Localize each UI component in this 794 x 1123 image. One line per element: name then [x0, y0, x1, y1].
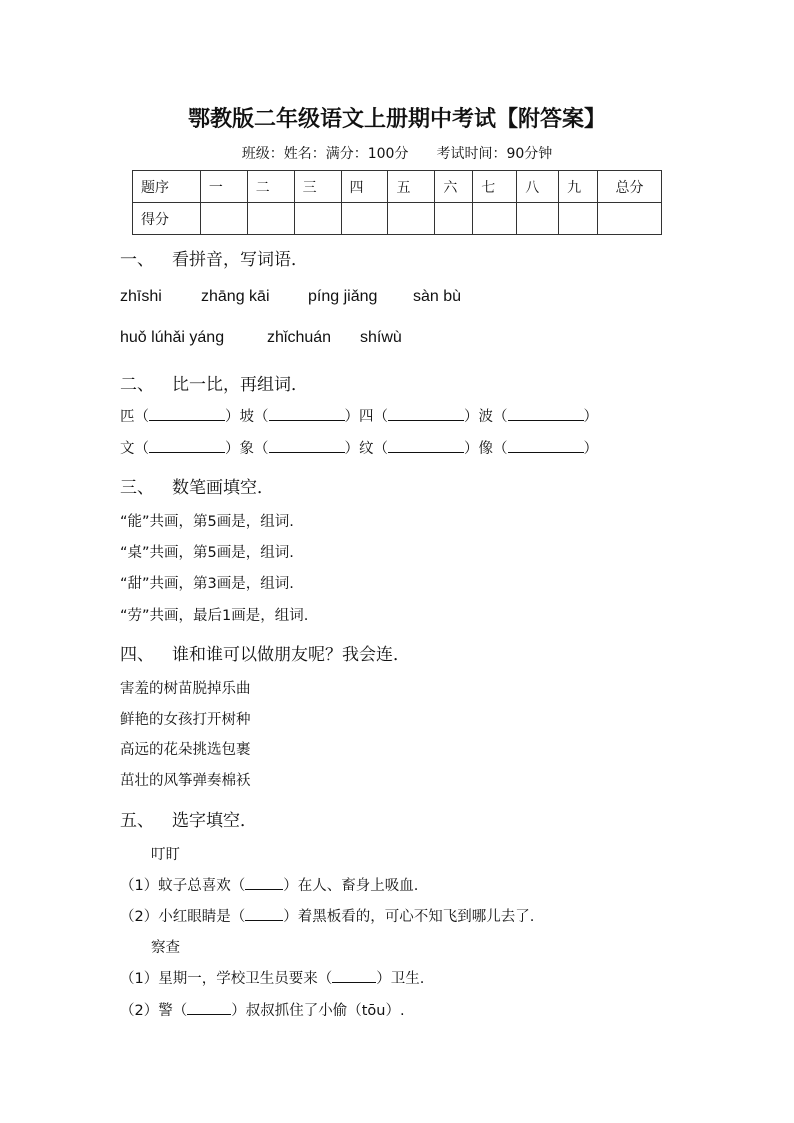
header-cell: 二 [247, 171, 294, 203]
score-cell [598, 203, 662, 235]
section-title: 看拼音，写词语． [172, 250, 308, 270]
question-text: ）叔叔抓住了小偷（tōu）. [231, 1003, 405, 1019]
pinyin-item: píng jiǎng [308, 288, 378, 305]
pinyin-item: zhāng kāi [201, 288, 270, 305]
stroke-question: “劳”共画，最后1画是，组词. [120, 608, 309, 624]
header-cell: 九 [559, 171, 598, 203]
score-cell [200, 203, 247, 235]
section-title: 数笔画填空． [172, 478, 274, 498]
section-5-heading [120, 806, 257, 831]
section-number: 四、 [120, 645, 154, 665]
stroke-question: “能”共画，第5画是，组词. [120, 514, 294, 530]
header-cell: 五 [388, 171, 435, 203]
section-4-heading [120, 640, 410, 665]
question-text: （1）蚊子总喜欢（ [120, 878, 246, 894]
question-text: （2）警（ [120, 1003, 188, 1019]
char: 象 [239, 441, 254, 457]
char: 纹 [359, 441, 374, 457]
answer-blank[interactable] [388, 407, 464, 421]
header-cell: 七 [473, 171, 517, 203]
header-cell: 六 [435, 171, 473, 203]
stroke-question: “甜”共画，第3画是，组词. [120, 576, 294, 592]
answer-blank[interactable] [388, 439, 464, 453]
answer-blank[interactable] [269, 407, 345, 421]
char: 匹 [120, 409, 135, 425]
stroke-question: “桌”共画，第5画是，组词. [120, 545, 294, 561]
score-cell [473, 203, 517, 235]
question-text: ）在人、畜身上吸血. [283, 878, 419, 894]
char: 四 [359, 409, 374, 425]
word-row-1: 匹（ ）坡（ ）四（ ）波（ ） [120, 409, 598, 425]
score-cell [388, 203, 435, 235]
section-title: 比一比，再组词． [172, 375, 308, 395]
section-number: 三、 [120, 478, 154, 498]
section-number: 五、 [120, 811, 154, 831]
section-title: 选字填空． [172, 811, 257, 831]
char-choice: 察查 [151, 940, 180, 956]
header-cell: 题序 [133, 171, 201, 203]
section-3-heading [120, 473, 274, 498]
fill-question [120, 905, 534, 926]
row-label: 得分 [133, 203, 201, 235]
answer-blank[interactable] [245, 876, 283, 890]
char: 文 [120, 441, 135, 457]
answer-blank[interactable] [149, 407, 225, 421]
char: 像 [478, 441, 493, 457]
score-table-header-row [133, 171, 662, 203]
pinyin-item: zhǐchuán [267, 329, 332, 346]
answer-blank[interactable] [149, 439, 225, 453]
header-cell: 一 [200, 171, 247, 203]
score-cell [294, 203, 341, 235]
score-cell [341, 203, 388, 235]
answer-blank[interactable] [187, 1001, 231, 1015]
section-number: 二、 [120, 375, 154, 395]
score-cell [247, 203, 294, 235]
section-number: 一、 [120, 250, 154, 270]
score-cell [517, 203, 559, 235]
header-cell: 三 [294, 171, 341, 203]
header-cell: 总分 [598, 171, 662, 203]
fill-question [120, 999, 405, 1020]
answer-blank[interactable] [332, 969, 376, 983]
header-cell: 四 [341, 171, 388, 203]
answer-blank[interactable] [508, 407, 584, 421]
question-text: （2）小红眼睛是（ [120, 909, 246, 925]
fill-question [120, 874, 418, 895]
answer-blank[interactable] [269, 439, 345, 453]
section-1-heading [120, 245, 308, 270]
section-2-heading [120, 370, 308, 395]
pinyin-item: shíwù [360, 329, 402, 346]
page-title: 鄂教版二年级语文上册期中考试【附答案】 [187, 106, 606, 132]
match-line: 害羞的树苗脱掉乐曲 [120, 681, 251, 697]
score-cell [559, 203, 598, 235]
question-text: ）着黑板看的，可心不知飞到哪儿去了. [283, 909, 535, 925]
char: 波 [478, 409, 493, 425]
exam-info: 班级：姓名：满分：100分 考试时间：90分钟 [241, 146, 553, 162]
question-text: （1）星期一，学校卫生员要来（ [120, 971, 333, 987]
section-title: 谁和谁可以做朋友呢？我会连． [172, 645, 410, 665]
score-cell [435, 203, 473, 235]
match-line: 高远的花朵挑选包裹 [120, 742, 251, 758]
pinyin-item: huǒ lúhǎi yáng [120, 329, 225, 346]
answer-blank[interactable] [508, 439, 584, 453]
answer-blank[interactable] [245, 907, 283, 921]
fill-question [120, 967, 424, 988]
word-row-2: 文（ ）象（ ）纹（ ）像（ ） [120, 441, 598, 457]
score-table [132, 170, 662, 235]
pinyin-item: zhīshi [120, 288, 162, 305]
match-line: 茁壮的风筝弹奏棉袄 [120, 773, 251, 789]
char: 坡 [239, 409, 254, 425]
question-text: ）卫生. [376, 971, 425, 987]
header-cell: 八 [517, 171, 559, 203]
score-table-score-row [133, 203, 662, 235]
pinyin-item: sàn bù [413, 288, 462, 305]
char-choice: 叮盯 [151, 847, 180, 863]
match-line: 鲜艳的女孩打开树种 [120, 712, 251, 728]
